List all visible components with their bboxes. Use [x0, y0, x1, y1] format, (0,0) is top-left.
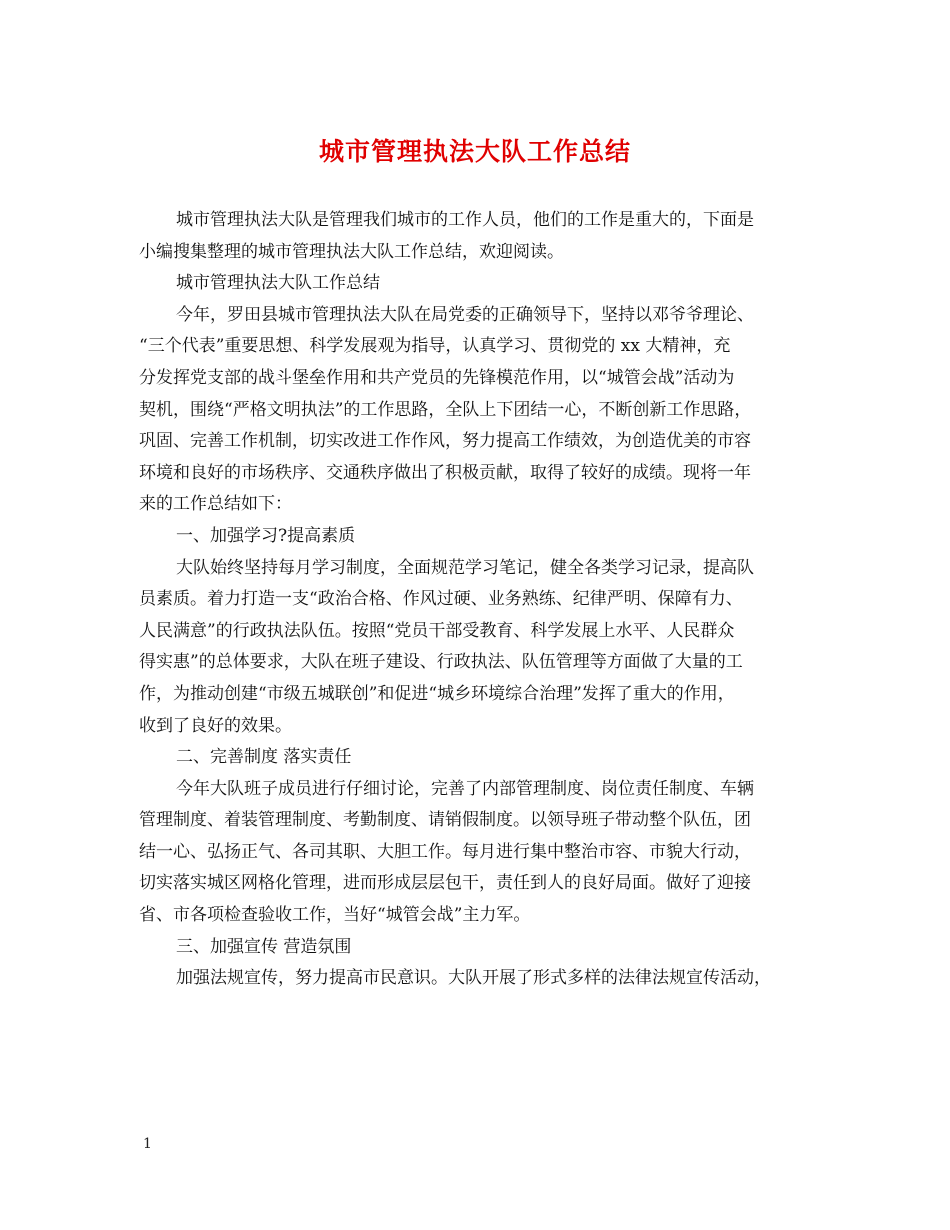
text-line: 大队始终坚持每月学习制度，全面规范学习笔记，健全各类学习记录，提高队 — [176, 557, 754, 578]
page-number: 1 — [143, 1136, 152, 1152]
text-line: 管理制度、着装管理制度、考勤制度、请销假制度。以领导班子带动整个队伍，团 — [139, 810, 751, 831]
document-title: 城市管理执法大队工作总结 — [318, 137, 631, 166]
text-line: 分发挥党支部的战斗堡垒作用和共产党员的先锋模范作用，以“城管会战”活动为 — [139, 367, 735, 388]
text-line: 收到了良好的效果。 — [139, 715, 292, 736]
text-line: 加强法规宣传，努力提高市民意识。大队开展了形式多样的法律法规宣传活动， — [176, 968, 771, 989]
text-line: 城市管理执法大队是管理我们城市的工作人员，他们的工作是重大的，下面是 — [176, 210, 754, 230]
text-line: 来的工作总结如下： — [139, 494, 292, 515]
text-line: 省、市各项检查验收工作，当好“城管会战”主力军。 — [139, 905, 531, 926]
text-line: 二、完善制度 落实责任 — [176, 747, 352, 768]
text-line: 结一心、弘扬正气、各司其职、大胆工作。每月进行集中整治市容、市貌大行动， — [139, 841, 751, 862]
text-line: 今年大队班子成员进行仔细讨论，完善了内部管理制度、岗位责任制度、车辆 — [176, 778, 754, 799]
text-line: 切实落实城区网格化管理，进而形成层层包干，责任到人的良好局面。做好了迎接 — [139, 873, 751, 894]
text-line: 得实惠”的总体要求，大队在班子建设、行政执法、队伍管理等方面做了大量的工 — [139, 652, 743, 673]
text-line: 作，为推动创建“市级五城联创”和促进“城乡环境综合治理”发挥了重大的作用， — [139, 683, 735, 704]
text-line: 一、加强学习?提高素质 — [176, 525, 356, 546]
text-line: 城市管理执法大队工作总结 — [176, 273, 380, 294]
document-body — [139, 205, 815, 995]
text-line: 契机，围绕“严格文明执法”的工作思路，全队上下团结一心，不断创新工作思路， — [139, 399, 752, 420]
text-line: 人民满意”的行政执法队伍。按照“党员干部受教育、科学发展上水平、人民群众 — [139, 620, 735, 641]
text-line: 三、加强宣传 营造氛围 — [176, 936, 352, 957]
text-line: 今年，罗田县城市管理执法大队在局党委的正确领导下，坚持以邓爷爷理论、 — [176, 304, 754, 325]
text-line: 员素质。着力打造一支“政治合格、作风过硬、业务熟练、纪律严明、保障有力、 — [139, 589, 743, 610]
text-line: 小编搜集整理的城市管理执法大队工作总结，欢迎阅读。 — [139, 241, 564, 262]
text-line: “三个代表”重要思想、科学发展观为指导，认真学习、贯彻党的 xx 大精神，充 — [139, 336, 731, 357]
text-line: 巩固、完善工作机制，切实改进工作作风，努力提高工作绩效，为创造优美的市容 — [139, 431, 751, 452]
text-line: 环境和良好的市场秩序、交通秩序做出了积极贡献，取得了较好的成绩。现将一年 — [139, 462, 751, 483]
